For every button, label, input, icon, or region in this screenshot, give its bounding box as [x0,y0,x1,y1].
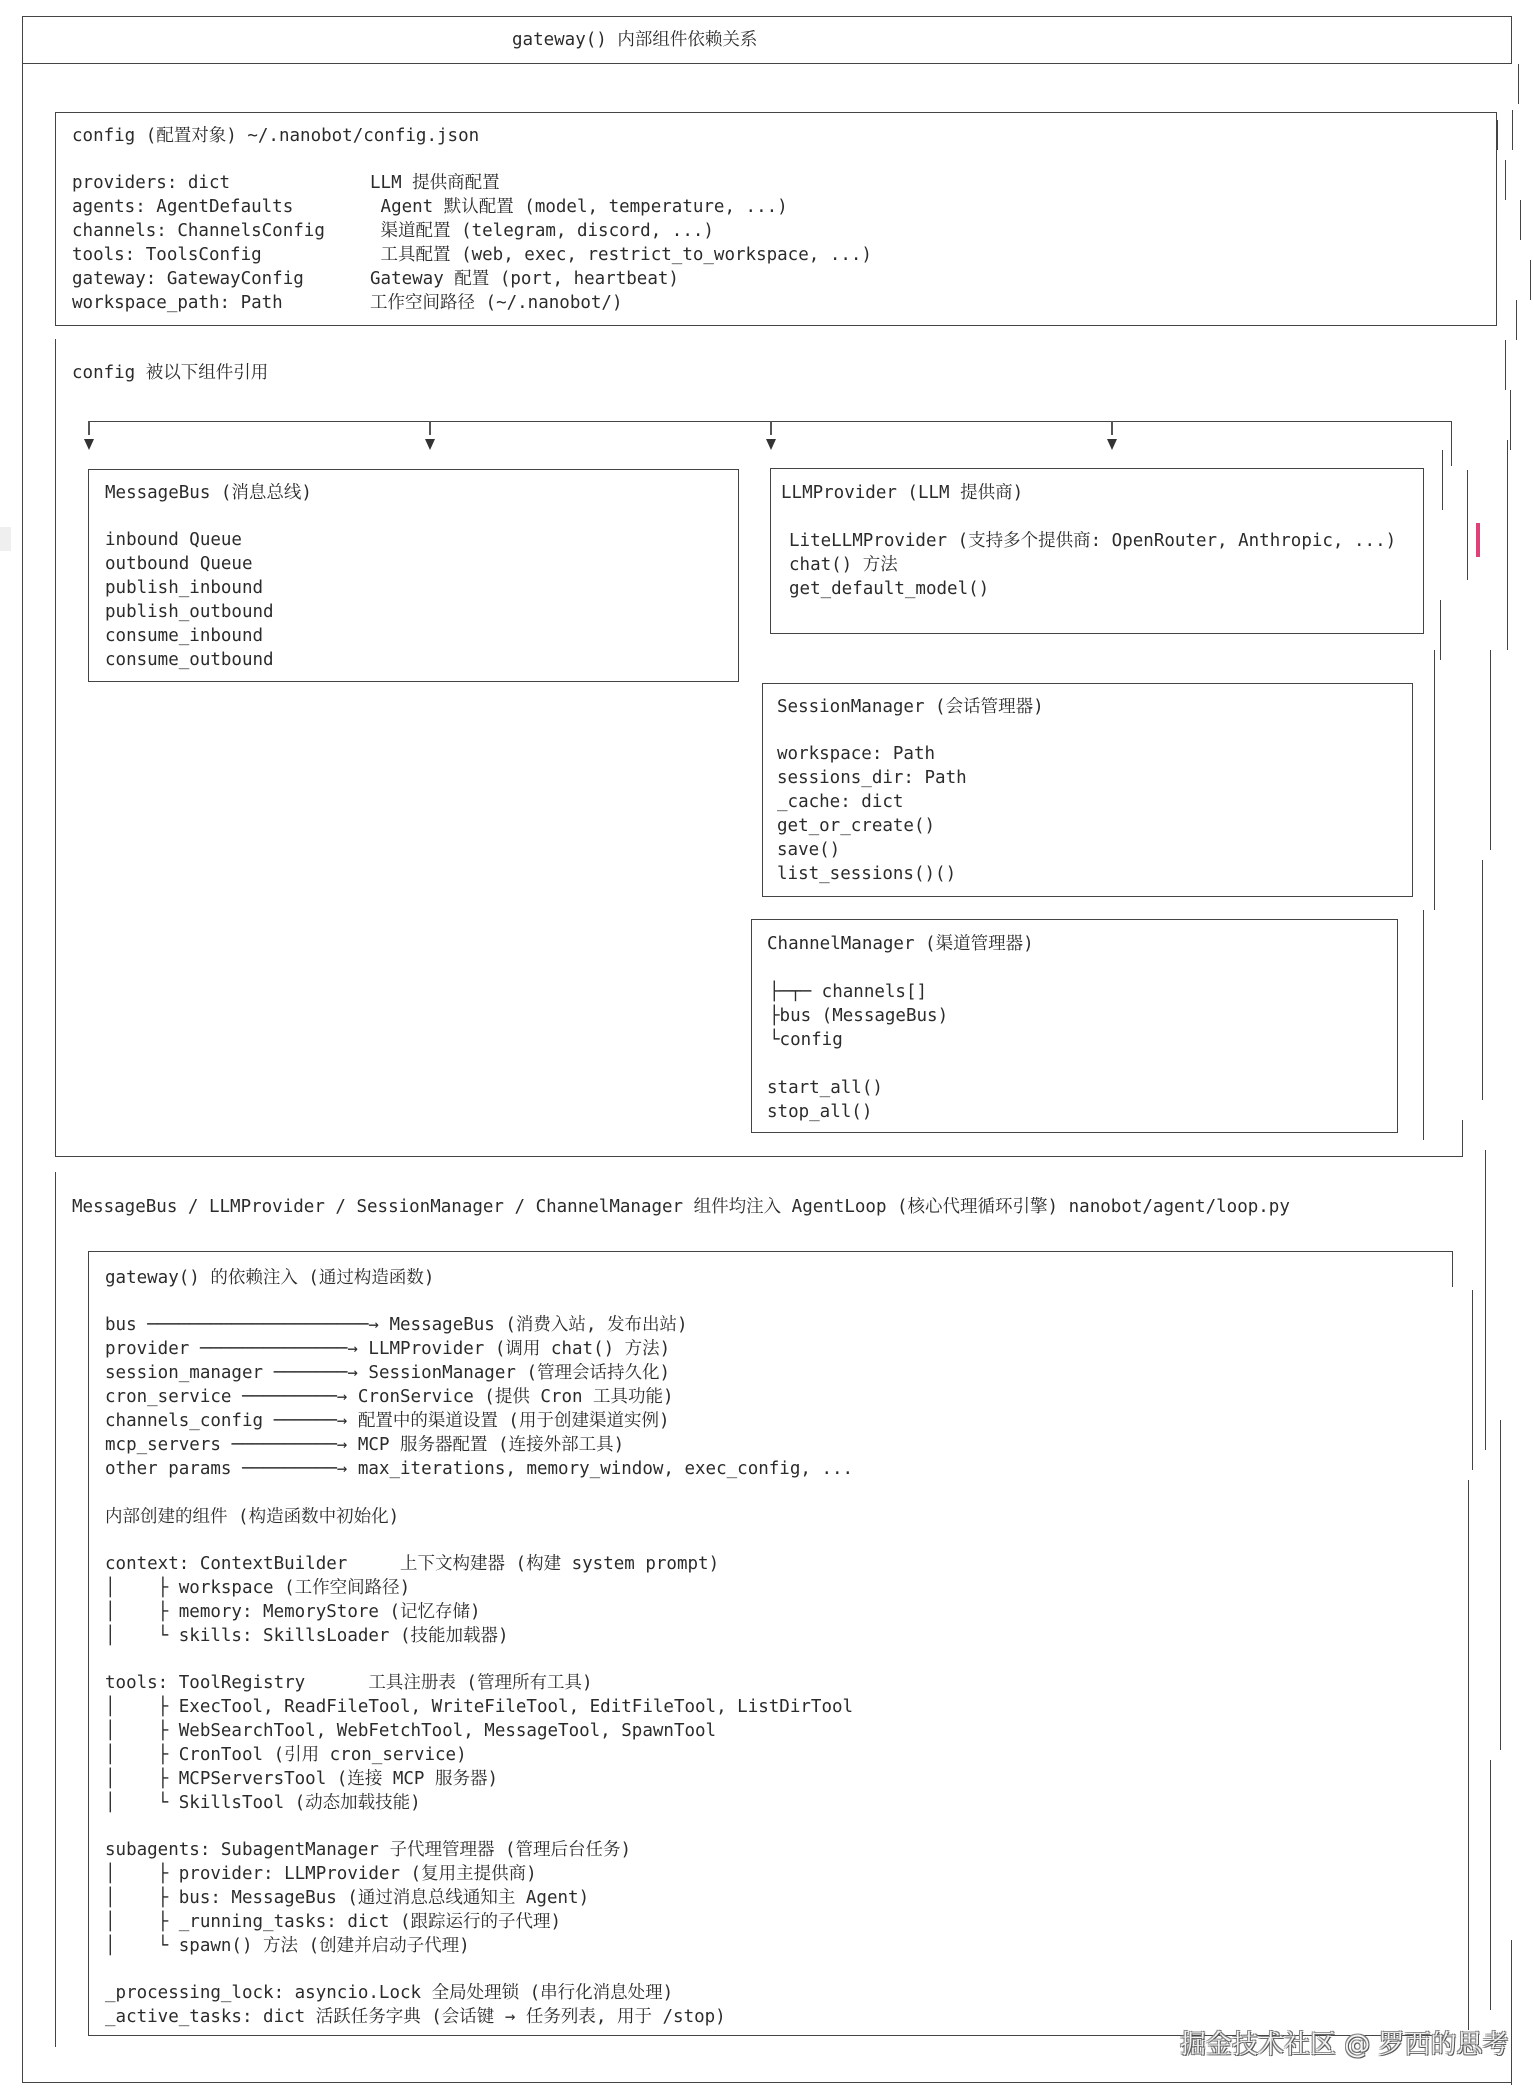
config-field-desc: 工作空间路径 (~/.nanobot/) [370,293,623,313]
injection-target: 配置中的渠道设置 (用于创建渠道实例) [357,1411,670,1431]
referenced-heading: config 被以下组件引用 [72,363,269,383]
border-fragment [1505,340,1506,390]
injection-param: mcp_servers [105,1435,221,1455]
border-fragment [1507,440,1508,650]
border-fragment [1511,1940,1512,2085]
tools-child: │ ├ CronTool (引用 cron_service) [105,1745,467,1765]
tools-child: │ └ SkillsTool (动态加载技能) [105,1793,421,1813]
injection-param: other params [105,1459,232,1479]
tools-child: │ ├ MCPServersTool (连接 MCP 服务器) [105,1769,499,1789]
session-manager-item: list_sessions()() [777,864,957,884]
config-field-name: providers: dict [72,173,231,193]
config-field-name: gateway: GatewayConfig [72,269,304,289]
title-divider [22,63,1512,64]
tools-child: │ ├ WebSearchTool, WebFetchTool, MessageTool, SpawnTool [105,1721,717,1741]
config-heading: config (配置对象) ~/.nanobot/config.json [72,126,480,146]
border-fragment [1482,860,1483,1100]
injection-row [105,1385,674,1409]
page-title: gateway() 内部组件依赖关系 [512,30,758,50]
di-heading: gateway() 的依赖注入 (通过构造函数) [105,1268,435,1288]
session-manager-item: workspace: Path [777,744,936,764]
channel-manager-method: stop_all() [767,1102,873,1122]
border-fragment [1518,64,1519,104]
border-fragment [1490,1760,1491,2010]
injection-row [105,1433,624,1457]
channel-manager-title: ChannelManager (渠道管理器) [767,934,1034,954]
message-bus-item: publish_outbound [105,602,274,622]
arrow-down-icon [1107,439,1117,450]
border-fragment [1468,1480,1469,2030]
context-title: context: ContextBuilder 上下文构建器 (构建 system prompt) [105,1554,720,1574]
text-cursor [1476,523,1480,557]
message-bus-item: consume_outbound [105,650,274,670]
arrow-right-icon: ───────→ [263,1363,369,1383]
context-child: │ ├ memory: MemoryStore (记忆存储) [105,1602,481,1622]
arrow-down-icon [766,439,776,450]
llm-provider-item: LiteLLMProvider (支持多个提供商: OpenRouter, Anthropic, ...) [789,531,1397,551]
referenced-section-bottom [55,1156,1463,1157]
arrow-right-icon: ─────────→ [231,1459,358,1479]
channel-manager-tree: ├bus (MessageBus) [769,1006,949,1026]
arrow-right-icon: ─────────→ [231,1387,358,1407]
message-bus-title: MessageBus (消息总线) [105,483,312,503]
fanout-tick [770,421,772,435]
border-fragment [1520,200,1521,240]
arrow-right-icon: ──────────→ [220,1435,358,1455]
border-fragment [1500,1420,1501,1750]
session-manager-item: get_or_create() [777,816,936,836]
config-field-desc: 渠道配置 (telegram, discord, ...) [370,221,714,241]
message-bus-item: consume_inbound [105,626,264,646]
agent-section-heading: MessageBus / LLMProvider / SessionManager / ChannelManager 组件均注入 AgentLoop (核心代理循环引擎) nanobot/agent/loop.py [72,1197,1290,1217]
border-fragment [1485,1150,1486,1450]
fanout-tick [88,421,90,435]
referenced-section-left [55,339,56,1157]
subagents-title: subagents: SubagentManager 子代理管理器 (管理后台任务) [105,1840,632,1860]
config-field-desc: Agent 默认配置 (model, temperature, ...) [370,197,788,217]
message-bus-item: publish_inbound [105,578,264,598]
border-fragment [1423,910,1424,1140]
subagents-child: │ ├ provider: LLMProvider (复用主提供商) [105,1864,537,1884]
internal-components-heading: 内部创建的组件 (构造函数中初始化) [105,1507,400,1527]
config-field-name: agents: AgentDefaults [72,197,294,217]
message-bus-item: inbound Queue [105,530,242,550]
injection-target: SessionManager (管理会话持久化) [368,1363,671,1383]
injection-row [105,1313,688,1337]
injection-row [105,1457,853,1481]
session-manager-item: save() [777,840,841,860]
arrow-down-icon [84,439,94,450]
session-manager-item: _cache: dict [777,792,904,812]
llm-provider-item: chat() 方法 [789,555,898,575]
config-field-desc: Gateway 配置 (port, heartbeat) [370,269,679,289]
border-fragment [1467,470,1468,580]
channel-manager-tree: └config [769,1030,843,1050]
di-box-right [1452,1251,1453,1287]
injection-param: session_manager [105,1363,264,1383]
injection-param: provider [105,1339,190,1359]
active-tasks: _active_tasks: dict 活跃任务字典 (会话键 → 任务列表, 用于 /stop) [105,2007,726,2027]
border-fragment [1510,390,1511,450]
session-manager-title: SessionManager (会话管理器) [777,697,1044,717]
border-fragment [1490,650,1491,850]
injection-row [105,1337,670,1361]
arrow-right-icon: ──────→ [263,1411,358,1431]
context-child: │ ├ workspace (工作空间路径) [105,1578,411,1598]
fanout-right-end [1451,421,1452,466]
injection-param: channels_config [105,1411,264,1431]
injection-target: MCP 服务器配置 (连接外部工具) [357,1435,625,1455]
injection-param: cron_service [105,1387,232,1407]
fanout-tick [1111,421,1113,435]
tools-child: │ ├ ExecTool, ReadFileTool, WriteFileTool, EditFileTool, ListDirTool [105,1697,854,1717]
border-fragment [1530,260,1531,300]
border-fragment [1497,120,1498,150]
subagents-child: │ └ spawn() 方法 (创建并启动子代理) [105,1936,470,1956]
fanout-tick [429,421,431,435]
config-field-desc: LLM 提供商配置 [370,173,500,193]
subagents-child: │ ├ bus: MessageBus (通过消息总线通知主 Agent) [105,1888,590,1908]
border-fragment [1516,300,1517,340]
config-field-desc: 工具配置 (web, exec, restrict_to_workspace, ...) [370,245,872,265]
border-fragment [1440,600,1441,660]
outer-right-edge [1511,16,1512,64]
border-fragment [1442,450,1443,510]
arrow-right-icon: ─────────────────────→ [136,1315,390,1335]
injection-target: max_iterations, memory_window, exec_config, ... [357,1459,854,1479]
injection-row [105,1361,670,1385]
config-field-name: tools: ToolsConfig [72,245,262,265]
injection-target: LLMProvider (调用 chat() 方法) [368,1339,671,1359]
injection-target: CronService (提供 Cron 工具功能) [357,1387,674,1407]
referenced-section-right [1462,1120,1463,1157]
context-child: │ └ skills: SkillsLoader (技能加载器) [105,1626,509,1646]
channel-manager-method: start_all() [767,1078,883,1098]
border-fragment [1472,1290,1473,1470]
message-bus-item: outbound Queue [105,554,253,574]
llm-provider-title: LLMProvider (LLM 提供商) [781,483,1024,503]
config-field-name: channels: ChannelsConfig [72,221,325,241]
watermark: 掘金技术社区 @ 罗西的思考 [1180,2030,1509,2060]
border-fragment [1505,160,1506,200]
border-fragment [1434,650,1435,910]
injection-row [105,1409,669,1433]
llm-provider-item: get_default_model() [789,579,990,599]
tools-title: tools: ToolRegistry 工具注册表 (管理所有工具) [105,1673,593,1693]
subagents-child: │ ├ _running_tasks: dict (跟踪运行的子代理) [105,1912,562,1932]
config-field-name: workspace_path: Path [72,293,283,313]
arrow-right-icon: ──────────────→ [189,1339,369,1359]
arrow-down-icon [425,439,435,450]
session-manager-item: sessions_dir: Path [777,768,967,788]
processing-lock: _processing_lock: asyncio.Lock 全局处理锁 (串行化消息处理) [105,1983,674,2003]
scroll-tab [0,527,11,551]
agent-section-left [55,1172,56,2047]
injection-target: MessageBus (消费入站, 发布出站) [389,1315,688,1335]
channel-manager-tree: ├─┬─ channels[] [769,982,928,1002]
injection-param: bus [105,1315,137,1335]
border-fragment [1512,110,1513,150]
